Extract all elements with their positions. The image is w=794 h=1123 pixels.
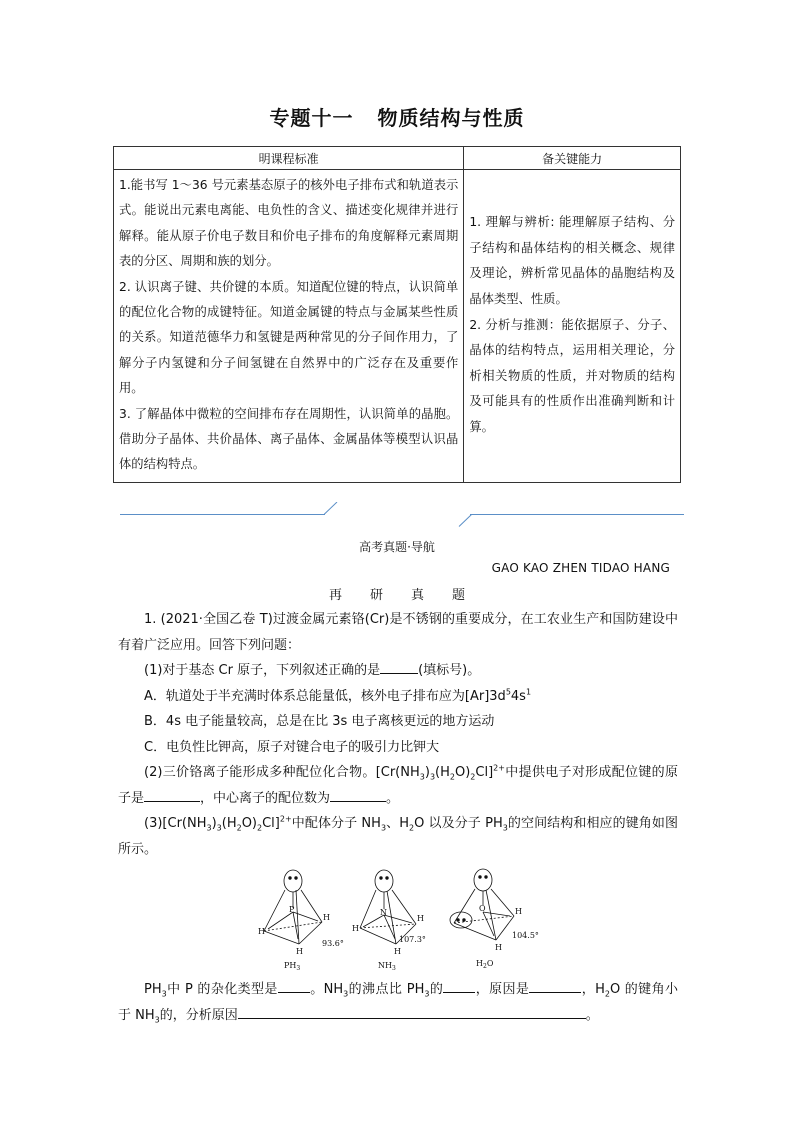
question-part-1: (1)对于基态 Cr 原子，下列叙述正确的是 (填标号)。 bbox=[118, 658, 678, 684]
answer-blank[interactable] bbox=[144, 787, 200, 802]
atom-h: H bbox=[323, 913, 330, 922]
atom-h: H bbox=[258, 927, 265, 936]
divider-left-slant bbox=[324, 502, 338, 515]
answer-blank[interactable] bbox=[380, 659, 418, 674]
title-part1: 专题十一 bbox=[269, 106, 354, 130]
atom-p: P bbox=[289, 905, 295, 914]
option-b: B．4s 电子能量较高，总是在比 3s 电子离核更远的地方运动 bbox=[144, 714, 495, 729]
answer-blank[interactable] bbox=[278, 978, 310, 993]
question-part-4-text: $PH_3$中 P 的杂化类型是 。$NH_3$的沸点比 $PH_3$的 ，原因是 ，$H_2O$ 的键角小于 $NH_3$的，分析原因 。 bbox=[118, 977, 678, 1028]
table-row bbox=[114, 170, 681, 483]
atom-h: H bbox=[352, 924, 359, 933]
header-abilities: 备关键能力 bbox=[464, 147, 681, 170]
question-part-2: (2)三价铬离子能形成多种配位化合物。$[Cr(NH_3)_3(H_2O)_2Cl]^{2+}$中提供电子对形成配位键的原子是 ，中心离子的配位数为 。 bbox=[118, 763, 678, 806]
atom-h: H bbox=[394, 947, 401, 956]
curriculum-item-1: 1.能书写 1～36 号元素基态原子的核外电子排布式和轨道表示式。能说出元素电离能、电负性的含义、描述变化规律并进行解释。能从原子价电子数目和价电子排布的角度解释元素周期表的分区、周期和族的划分。 bbox=[119, 178, 459, 269]
nav-pinyin: GAO KAO ZHEN TIDAO HANG bbox=[491, 561, 670, 575]
header-curriculum: 明课程标准 bbox=[114, 147, 464, 170]
page-title bbox=[0, 102, 794, 131]
section-char-2: 研 bbox=[369, 588, 383, 603]
question-1 bbox=[118, 607, 678, 862]
divider-left bbox=[120, 514, 325, 515]
standards-table bbox=[113, 146, 681, 483]
ability-item-2: 2. 分析与推测：能依据原子、分子、晶体的结构特点，运用相关理论，分析相关物质的性质，并对物质的结构及可能具有的性质作出准确判断和计算。 bbox=[469, 317, 675, 435]
section-heading bbox=[0, 584, 794, 603]
option-c: C．电负性比钾高，原子对键合电子的吸引力比钾大 bbox=[144, 739, 440, 755]
label-nh3: $NH_3$ bbox=[378, 961, 396, 972]
curriculum-item-2: 2. 认识离子键、共价键的本质。知道配位键的特点，认识简单的配位化合物的成键特征。知道金属键的特点与金属某些性质的关系。知道范德华力和氢键是两种常见的分子间作用力，了解分子内氢键和分子间氢键在自然界中的广泛存在及重要作用。 bbox=[119, 279, 459, 396]
label-h2o: $H_2O$ bbox=[476, 959, 494, 970]
section-char-1: 再 bbox=[328, 588, 342, 603]
option-a: A．轨道处于半充满时体系总能量低，核外电子排布应为$[Ar]3d^54s^1$ bbox=[144, 687, 532, 704]
atom-h: H bbox=[515, 907, 522, 916]
molecule-figure bbox=[256, 868, 556, 976]
atom-h: H bbox=[296, 947, 303, 956]
label-ph3: $PH_3$ bbox=[284, 961, 301, 972]
nh3-diagram bbox=[360, 870, 416, 944]
question-stem: 1. (2021·全国乙卷 T)过渡金属元素铬(Cr)是不锈钢的重要成分，在工农业生产和国防建设中有着广泛应用。回答下列问题： bbox=[118, 612, 678, 653]
section-char-3: 真 bbox=[411, 588, 425, 603]
atom-h: H bbox=[495, 943, 502, 952]
section-char-4: 题 bbox=[452, 588, 466, 603]
divider-right bbox=[470, 514, 684, 515]
table-header-row bbox=[114, 147, 681, 170]
nav-title: 高考真题·导航 bbox=[359, 540, 435, 554]
answer-blank[interactable] bbox=[238, 1004, 586, 1019]
curriculum-cell bbox=[114, 170, 464, 483]
angle-h2o: 104.5° bbox=[512, 931, 539, 940]
divider-right-slant bbox=[458, 514, 472, 527]
curriculum-item-3: 3. 了解晶体中微粒的空间排布存在周期性，认识简单的晶胞。借助分子晶体、共价晶体、离子晶体、金属晶体等模型认识晶体的结构特点。 bbox=[119, 406, 459, 472]
question-part-4 bbox=[118, 977, 678, 1028]
abilities-cell bbox=[464, 170, 681, 483]
question-part-3: $(3)[Cr(NH_3)_3(H_2O)_2Cl]^{2+}$中配体分子 $NH_3$、$H_2O$ 以及分子 $PH_3$的空间结构和相应的键角如图所示。 bbox=[118, 814, 678, 857]
atom-n: N bbox=[380, 908, 387, 917]
ability-item-1: 1. 理解与辨析: 能理解原子结构、分子结构和晶体结构的相关概念、规律及理论，辨析常见晶体的晶胞结构及晶体类型、性质。 bbox=[469, 215, 675, 307]
title-part2: 物质结构与性质 bbox=[377, 106, 525, 130]
atom-h: H bbox=[417, 914, 424, 923]
angle-nh3: 107.3° bbox=[399, 935, 426, 944]
answer-blank[interactable] bbox=[529, 978, 581, 993]
answer-blank[interactable] bbox=[330, 787, 386, 802]
answer-blank[interactable] bbox=[443, 978, 475, 993]
atom-o: O bbox=[479, 904, 486, 913]
angle-ph3: 93.6° bbox=[322, 939, 344, 948]
